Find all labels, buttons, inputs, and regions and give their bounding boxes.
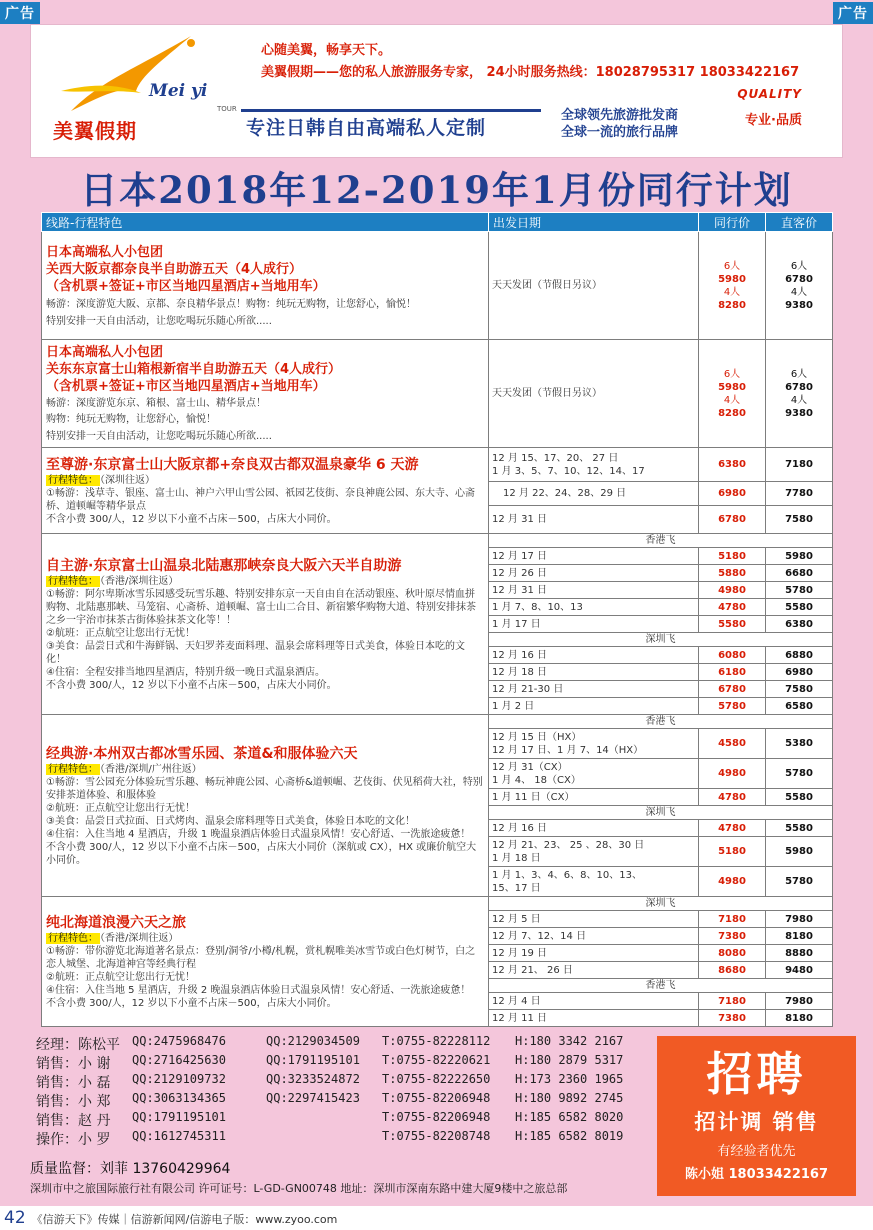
route-detail: 不含小费 300/人，12 岁以下小童不占床－500，占床大小同价。 <box>46 513 337 525</box>
contact-qq: QQ:3233524872 <box>266 1072 360 1086</box>
agent-price: 7180 <box>699 911 766 928</box>
route-detail: ①畅游：阿尔卑斯冰雪乐园感受玩雪乐趣、特别安排东京一天自由自在活动银座、秋叶原尽情血拼购物、北陆惠那峡、马笼宿、心斋桥、道顿崛、富士山二合目、新宿繁华购物大道、特别安排抹茶之乡一宇治市抹茶古街体验抹茶文化等！！ <box>46 588 476 626</box>
contact-qq: QQ:2475968476 <box>132 1034 226 1048</box>
route-4-desc <box>42 534 489 715</box>
feature-value: （深圳往返） <box>100 474 155 486</box>
route-title: 至尊游·东京富士山大阪京都+奈良双古都双温泉豪华 6 天游 <box>46 456 419 473</box>
date-cell: 12 月 5 日 <box>489 911 699 928</box>
table-header <box>42 213 833 232</box>
page-number: 42 <box>4 1208 26 1228</box>
route-detail: ①畅游：雪公园充分体验玩雪乐趣、畅玩神鹿公园、心斋桥&道顿崛、艺伎街、伏见稻荷大社，特别安排茶道体验、和服体验 <box>46 776 483 801</box>
route-detail: ③美食：品尝日式拉面、日式烤肉、温泉会席料理等日式美食，体验日本吃的文化！ <box>46 815 415 827</box>
contact-role: 销售：小 磊 <box>36 1075 111 1091</box>
contact-row <box>36 1091 656 1110</box>
banner-side-2: 全球一流的旅行品牌 <box>561 125 679 140</box>
retail-price: 5780 <box>766 759 833 789</box>
contact-role: 操作：小 罗 <box>36 1132 111 1148</box>
banner-side-text <box>561 107 678 141</box>
banner-quality: QUALITY <box>737 87 802 101</box>
retail-price: 5580 <box>766 789 833 806</box>
itinerary-table <box>41 212 833 1027</box>
retail-price: 6380 <box>766 616 833 633</box>
agent-price: 8680 <box>699 962 766 979</box>
agent-price: 8080 <box>699 945 766 962</box>
price: 9380 <box>785 407 813 419</box>
contact-role: 销售：小 谢 <box>36 1056 111 1072</box>
route-title: 关西大阪京都奈良半自助游五天（4人成行） <box>46 261 303 277</box>
route-1-date: 天天发团（节假日另议） <box>489 232 699 340</box>
date-cell: 12 月 31 日 <box>489 582 699 599</box>
date-cell: 1 月 1、3、4、6、8、10、13、 15、17 日 <box>489 867 699 897</box>
retail-price: 6680 <box>766 565 833 582</box>
table-row <box>42 897 833 911</box>
recruit-positions: 招计调 销售 <box>694 1110 819 1134</box>
retail-price: 5380 <box>766 729 833 759</box>
route-detail: ④住宿：入住当地 5 星酒店，升级 2 晚温泉酒店体验日式温泉风情！安心舒适、一洗旅途疲惫！ <box>46 984 471 996</box>
contact-tel: T:0755-82208748 <box>382 1129 491 1143</box>
departure-city: 香港飞 <box>489 979 833 993</box>
contact-list <box>36 1034 656 1148</box>
page-title: 日本2018年12-2019年1月份同行计划 <box>80 168 793 212</box>
page-footer <box>0 1206 873 1230</box>
banner <box>30 24 843 158</box>
recruit-contact: 陈小姐 18033422167 <box>684 1167 829 1182</box>
route-title: （含机票+签证+市区当地四星酒店+当地用车） <box>46 379 326 394</box>
agent-price: 6780 <box>699 681 766 698</box>
contact-qq: QQ:2129034509 <box>266 1034 360 1048</box>
date-cell: 12 月 22、24、28、29 日 <box>489 482 699 506</box>
date-cell: 12 月 21-30 日 <box>489 681 699 698</box>
contact-mobile: H:185 6582 8019 <box>515 1129 624 1143</box>
contact-role: 销售：小 郑 <box>36 1094 111 1110</box>
contact-row <box>36 1129 656 1148</box>
route-detail: ④住宿：入住当地 4 星酒店，升级 1 晚温泉酒店体验日式温泉风情！安心舒适、一洗旅途疲惫！ <box>46 828 471 840</box>
agent-price: 7380 <box>699 1010 766 1027</box>
contact-role: 经理：陈松平 <box>36 1037 120 1053</box>
price: 9380 <box>785 299 813 311</box>
contact-tel: T:0755-82206948 <box>382 1091 491 1105</box>
route-detail: 畅游：深度游览东京、箱根、富士山、精华景点！ <box>46 398 266 409</box>
contact-tel: T:0755-82222650 <box>382 1072 491 1086</box>
route-1-desc <box>42 232 489 340</box>
banner-slogan-1: 心随美翼，畅享天下。 <box>261 43 392 58</box>
route-6-desc <box>42 897 489 1027</box>
footer-text: 《信游天下》传媒｜信游新闻网/信游电子版：www.zyoo.com <box>31 1213 338 1226</box>
agent-price: 4980 <box>699 867 766 897</box>
route-detail: ③美食：品尝日式和牛海鲜锅、天妇罗荞麦面料理、温泉会席料理等日式美食，体验日本吃的文化！ <box>46 640 465 665</box>
retail-price: 7980 <box>766 993 833 1010</box>
retail-price: 7580 <box>766 506 833 534</box>
agent-price: 4580 <box>699 729 766 759</box>
retail-price: 5780 <box>766 582 833 599</box>
price: 6人 <box>723 260 741 272</box>
route-1-retail-price <box>766 232 833 340</box>
route-title: 经典游·本州双古都冰雪乐园、茶道&和服体验六天 <box>46 745 358 762</box>
route-detail: 畅游：深度游览大阪、京都、奈良精华景点！购物：纯玩无购物，让您舒心，愉悦！ <box>46 298 416 310</box>
agent-price: 4780 <box>699 789 766 806</box>
agent-price: 5180 <box>699 837 766 867</box>
agent-price: 6080 <box>699 647 766 664</box>
date-cell: 1 月 17 日 <box>489 616 699 633</box>
price: 6人 <box>790 368 808 380</box>
retail-price: 5580 <box>766 820 833 837</box>
price: 5980 <box>718 273 746 285</box>
date-cell: 12 月 16 日 <box>489 820 699 837</box>
date-cell: 12 月 16 日 <box>489 647 699 664</box>
retail-price: 6980 <box>766 664 833 681</box>
date-cell: 12 月 26 日 <box>489 565 699 582</box>
retail-price: 5780 <box>766 867 833 897</box>
feature-value: （香港/深圳/广州往返） <box>100 763 202 775</box>
route-title: 关东东京富士山箱根新宿半自助游五天（4人成行） <box>46 362 342 377</box>
departure-city: 深圳飞 <box>489 897 833 911</box>
agent-price: 4780 <box>699 820 766 837</box>
retail-price: 7980 <box>766 911 833 928</box>
table-row <box>42 448 833 482</box>
header-route: 线路-行程特色 <box>42 213 489 232</box>
company-address: 深圳市中之旅国际旅行社有限公司 许可证号：L-GD-GN00748 地址：深圳市深南东路中建大厦9楼中之旅总部 <box>30 1182 568 1195</box>
price: 6人 <box>790 260 808 272</box>
route-detail: ①畅游：带你游览北海道著名景点：登别/洞爷/小樽/札幌，赏札幌唯美冰雪节或白色灯树节，白之恋人城堡、北海道神宫等经典行程 <box>46 945 476 970</box>
feature-value: （香港/深圳往返） <box>100 932 179 944</box>
header-retail-price: 直客价 <box>766 213 833 232</box>
contact-row <box>36 1053 656 1072</box>
price: 4人 <box>790 286 808 298</box>
contact-row <box>36 1110 656 1129</box>
header-date: 出发日期 <box>489 213 699 232</box>
price: 6780 <box>785 273 813 285</box>
date-cell: 12 月 17 日 <box>489 548 699 565</box>
logo-tour: TOUR <box>217 105 237 113</box>
retail-price: 7780 <box>766 482 833 506</box>
contact-tel: T:0755-82220621 <box>382 1053 491 1067</box>
retail-price: 7180 <box>766 448 833 482</box>
date-cell: 12 月 21、 26 日 <box>489 962 699 979</box>
price: 4人 <box>723 394 741 406</box>
route-title: 日本高端私人小包团 <box>46 244 164 260</box>
banner-divider <box>241 109 541 112</box>
price: 5980 <box>718 381 746 393</box>
agent-price: 6980 <box>699 482 766 506</box>
retail-price: 5980 <box>766 548 833 565</box>
date-cell: 12 月 31（CX） 1 月 4、 18（CX） <box>489 759 699 789</box>
route-title: 日本高端私人小包团 <box>46 345 164 360</box>
route-2-agent-price <box>699 340 766 448</box>
contact-mobile: H:173 2360 1965 <box>515 1072 624 1086</box>
retail-price: 9480 <box>766 962 833 979</box>
route-detail: 特别安排一天自由活动，让您吃喝玩乐随心所欲..... <box>46 431 272 442</box>
retail-price: 5580 <box>766 599 833 616</box>
date-cell: 12 月 21、23、 25 、28、30 日 1 月 18 日 <box>489 837 699 867</box>
agent-price: 6180 <box>699 664 766 681</box>
departure-city: 深圳飞 <box>489 633 833 647</box>
contact-tel: T:0755-82206948 <box>382 1110 491 1124</box>
retail-price: 8180 <box>766 1010 833 1027</box>
departure-city: 香港飞 <box>489 715 833 729</box>
agent-price: 6780 <box>699 506 766 534</box>
price: 6780 <box>785 381 813 393</box>
route-detail: 不含小费 300/人，12 岁以下小童不占床－500，占床大小同价。 <box>46 997 337 1009</box>
retail-price: 7580 <box>766 681 833 698</box>
agent-price: 5580 <box>699 616 766 633</box>
date-cell: 12 月 19 日 <box>489 945 699 962</box>
route-detail: ②航班：正点航空让您出行无忧！ <box>46 971 195 983</box>
feature-label: 行程特色： <box>48 932 98 944</box>
contact-qq: QQ:2129109732 <box>132 1072 226 1086</box>
route-title: 自主游·东京富士山温泉北陆惠那峡奈良大阪六天半自助游 <box>46 557 402 574</box>
ad-label-left: 广告 <box>0 2 40 24</box>
route-2-desc <box>42 340 489 448</box>
retail-price: 8180 <box>766 928 833 945</box>
agent-price: 6380 <box>699 448 766 482</box>
table-row <box>42 715 833 729</box>
contact-qq: QQ:1791195101 <box>266 1053 360 1067</box>
feature-label: 行程特色： <box>48 575 98 587</box>
route-detail: 特别安排一天自由活动，让您吃喝玩乐随心所欲..... <box>46 315 272 327</box>
route-1-agent-price <box>699 232 766 340</box>
agent-price: 4780 <box>699 599 766 616</box>
date-cell: 12 月 7、12、14 日 <box>489 928 699 945</box>
contact-qq: QQ:3063134365 <box>132 1091 226 1105</box>
recruit-box <box>657 1036 856 1196</box>
route-3-desc <box>42 448 489 534</box>
retail-price: 6580 <box>766 698 833 715</box>
price: 4人 <box>723 286 741 298</box>
date-cell: 1 月 7、8、10、13 <box>489 599 699 616</box>
banner-side-1: 全球领先旅游批发商 <box>561 108 679 123</box>
retail-price: 8880 <box>766 945 833 962</box>
contact-row <box>36 1034 656 1053</box>
table-row <box>42 534 833 548</box>
date-cell: 12 月 4 日 <box>489 993 699 1010</box>
contact-mobile: H:180 9892 2745 <box>515 1091 624 1105</box>
feature-value: （香港/深圳往返） <box>100 575 179 587</box>
price: 8280 <box>718 407 746 419</box>
agent-price: 4980 <box>699 759 766 789</box>
contact-tel: T:0755-82228112 <box>382 1034 491 1048</box>
recruit-title: 招聘 <box>706 1047 807 1101</box>
agent-price: 5180 <box>699 548 766 565</box>
date-cell: 12 月 11 日 <box>489 1010 699 1027</box>
quality-supervision: 质量监督：刘菲 13760429964 <box>30 1161 231 1177</box>
banner-quality-2: 专业·品质 <box>745 113 802 128</box>
price: 8280 <box>718 299 746 311</box>
contact-mobile: H:180 2879 5317 <box>515 1053 624 1067</box>
date-cell: 12 月 15 日（HX） 12 月 17 日、1 月 7、14（HX） <box>489 729 699 759</box>
route-title: 纯北海道浪漫六天之旅 <box>46 914 186 931</box>
date-cell: 1 月 2 日 <box>489 698 699 715</box>
date-cell: 12 月 15、17、20、 27 日 1 月 3、5、7、10、12、14、17 <box>489 448 699 482</box>
route-detail: ②航班：正点航空让您出行无忧！ <box>46 627 195 639</box>
banner-main-slogan: 专注日韩自由高端私人定制 <box>246 117 487 139</box>
logo-en: Mei yi <box>149 81 208 101</box>
date-cell: 12 月 18 日 <box>489 664 699 681</box>
route-5-desc <box>42 715 489 897</box>
route-detail: ④住宿：全程安排当地四星酒店，特别升级一晚日式温泉酒店。 <box>46 666 325 678</box>
contact-role: 销售：赵 丹 <box>36 1113 111 1129</box>
contact-qq: QQ:2297415423 <box>266 1091 360 1105</box>
contact-row <box>36 1072 656 1091</box>
logo-cn: 美翼假期 <box>53 119 137 143</box>
price: 6人 <box>723 368 741 380</box>
banner-slogan-2: 美翼假期——您的私人旅游服务专家， 24小时服务热线：18028795317 18033422167 <box>261 65 800 80</box>
agent-price: 5880 <box>699 565 766 582</box>
route-title: （含机票+签证+市区当地四星酒店+当地用车） <box>46 278 326 294</box>
feature-label: 行程特色： <box>48 474 98 486</box>
feature-label: 行程特色： <box>48 763 98 775</box>
agent-price: 4980 <box>699 582 766 599</box>
date-cell: 1 月 11 日（CX） <box>489 789 699 806</box>
ad-label-right: 广告 <box>833 2 873 24</box>
contact-qq: QQ:1612745311 <box>132 1129 226 1143</box>
route-2-date: 天天发团（节假日另议） <box>489 340 699 448</box>
table-row <box>42 340 833 448</box>
contact-mobile: H:180 3342 2167 <box>515 1034 624 1048</box>
route-2-retail-price <box>766 340 833 448</box>
agent-price: 7380 <box>699 928 766 945</box>
price: 4人 <box>790 394 808 406</box>
retail-price: 5980 <box>766 837 833 867</box>
route-detail: ②航班：正点航空让您出行无忧！ <box>46 802 195 814</box>
date-cell: 12 月 31 日 <box>489 506 699 534</box>
table-row <box>42 232 833 340</box>
route-detail: 不含小费 300/人，12 岁以下小童不占床－500，占床大小同价（深航或 CX），HX 或廉价航空大小同价。 <box>46 841 477 866</box>
route-detail: 不含小费 300/人，12 岁以下小童不占床－500，占床大小同价。 <box>46 679 337 691</box>
route-detail: ①畅游：浅草寺、银座、富士山、神户六甲山雪公园、祇园艺伎街、奈良神鹿公园、东大寺、心斋桥、道顿崛等精华景点 <box>46 487 475 512</box>
agent-price: 5780 <box>699 698 766 715</box>
recruit-note: 有经验者优先 <box>717 1144 796 1159</box>
departure-city: 香港飞 <box>489 534 833 548</box>
contact-qq: QQ:1791195101 <box>132 1110 226 1124</box>
header-agent-price: 同行价 <box>699 213 766 232</box>
retail-price: 6880 <box>766 647 833 664</box>
route-detail: 购物：纯玩无购物，让您舒心，愉悦！ <box>46 414 216 425</box>
departure-city: 深圳飞 <box>489 806 833 820</box>
agent-price: 7180 <box>699 993 766 1010</box>
contact-mobile: H:185 6582 8020 <box>515 1110 624 1124</box>
contact-qq: QQ:2716425630 <box>132 1053 226 1067</box>
logo-brush-icon <box>41 31 241 121</box>
